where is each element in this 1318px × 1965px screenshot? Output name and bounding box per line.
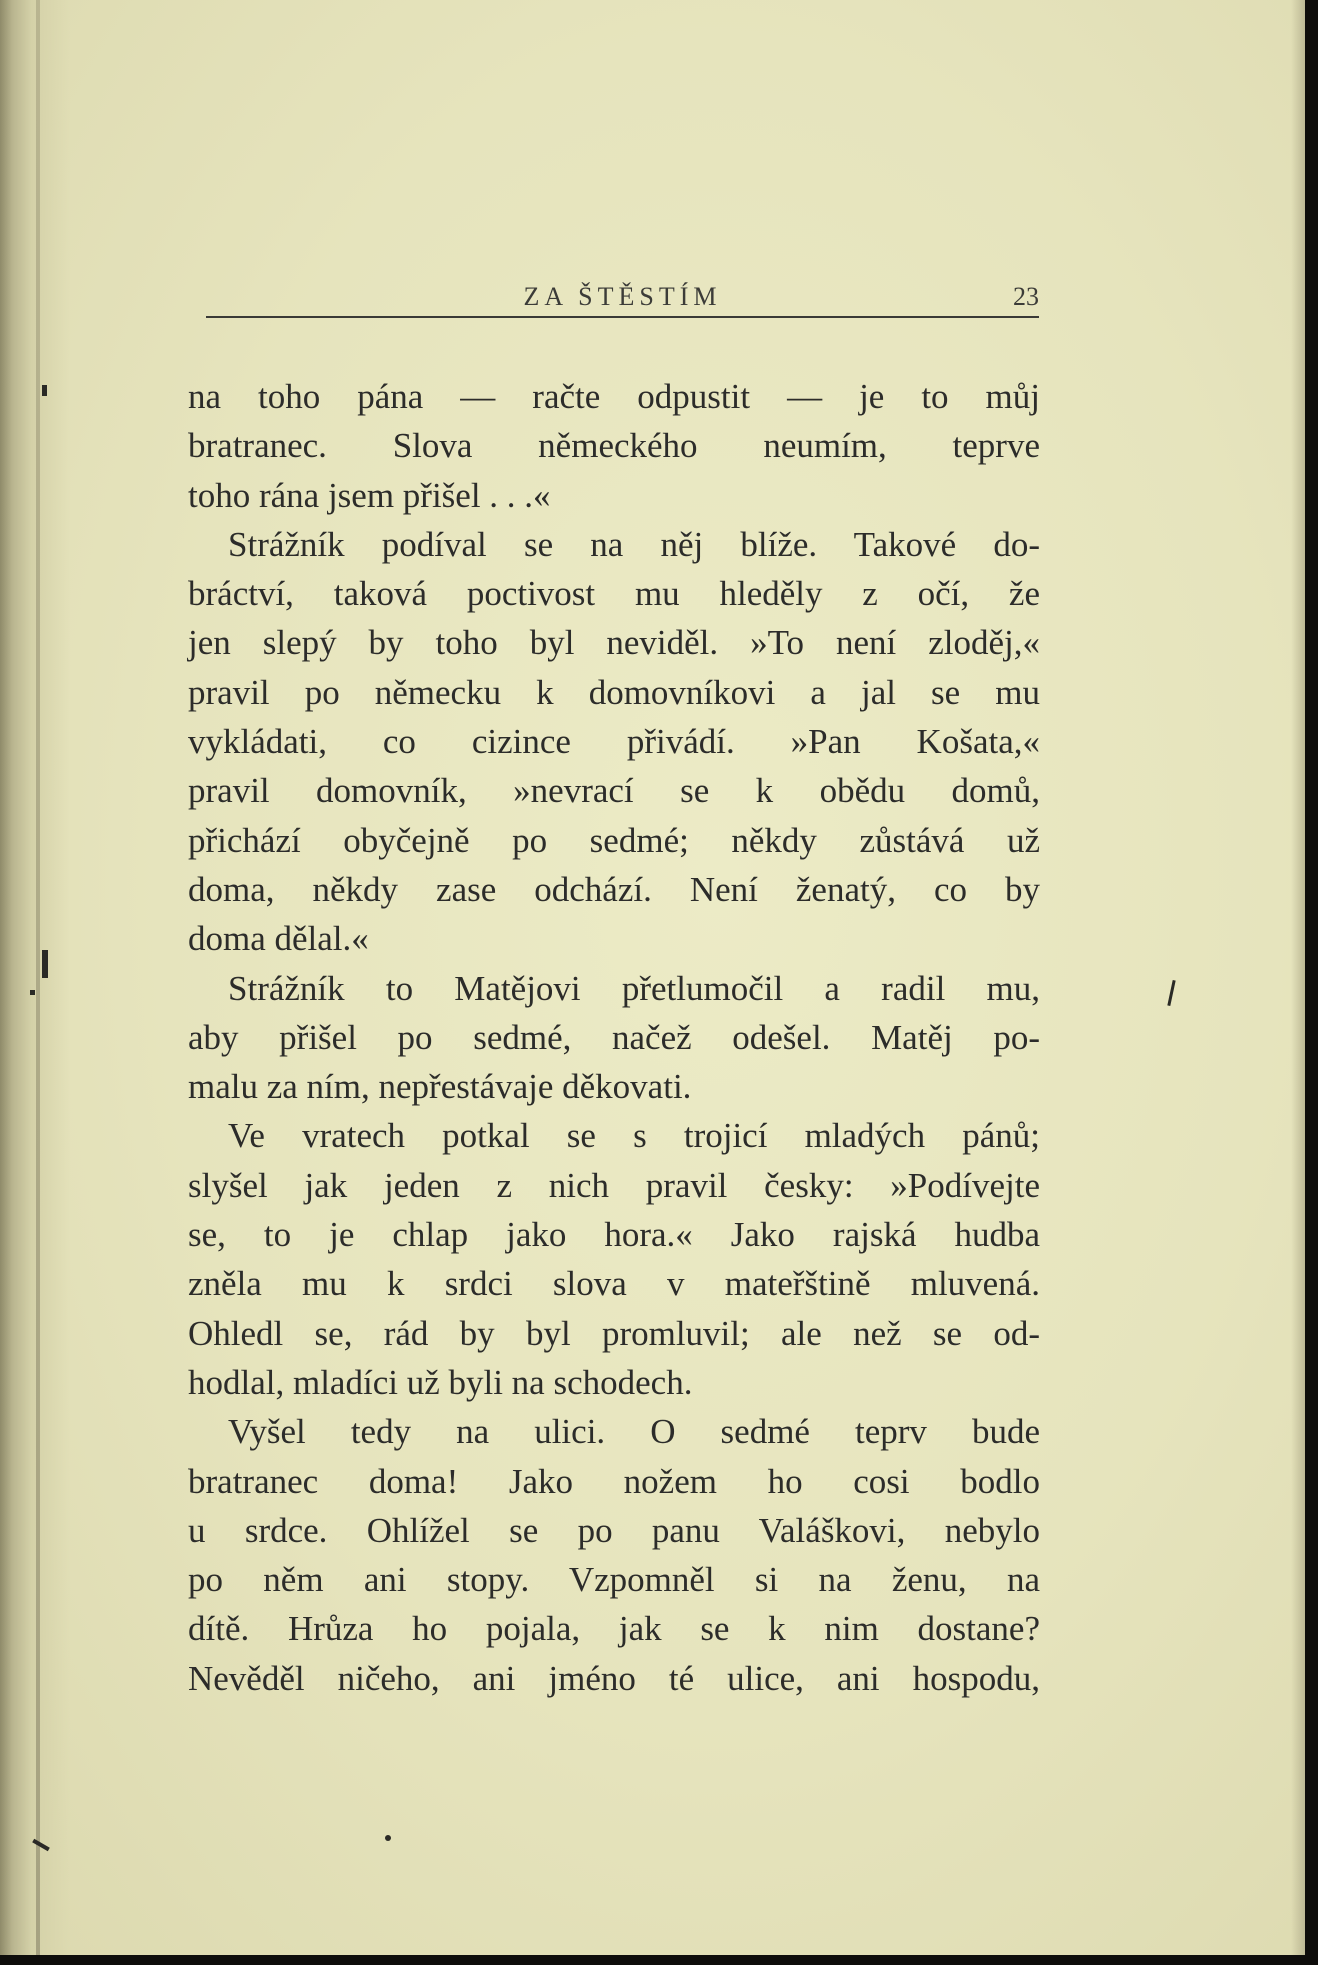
- text-line: malu za ním, nepřestávaje děkovati.: [188, 1067, 692, 1107]
- text-line: doma dělal.«: [188, 919, 369, 959]
- margin-speck: [30, 990, 35, 995]
- text-line: Nevěděl ničeho, ani jméno té ulice, ani hospodu,: [188, 1658, 1040, 1698]
- text-line: hodlal, mladíci už byli na schodech.: [188, 1362, 693, 1402]
- text-line: Ohledl se, rád by byl promluvil; ale než se od-: [188, 1313, 1040, 1353]
- body-text: [188, 372, 1040, 1703]
- text-line: přichází obyčejně po sedmé; někdy zůstává už: [188, 820, 1040, 860]
- text-line: pravil po německu k domovníkovi a jal se mu: [188, 672, 1040, 712]
- text-line: Vyšel tedy na ulici. O sedmé teprv bude: [228, 1412, 1040, 1452]
- text-line: bráctví, taková poctivost mu hleděly z očí, že: [188, 574, 1040, 614]
- page-gutter-shadow: [0, 0, 70, 1955]
- running-header: [206, 282, 1039, 318]
- text-line: jen slepý by toho byl neviděl. »To není zloděj,«: [188, 623, 1040, 663]
- text-line: u srdce. Ohlížel se po panu Valáškovi, nebylo: [188, 1510, 1040, 1550]
- text-line: toho rána jsem přišel . . .«: [188, 475, 551, 515]
- text-line: doma, někdy zase odchází. Není ženatý, co by: [188, 869, 1040, 909]
- text-line: aby přišel po sedmé, načež odešel. Matěj po-: [188, 1017, 1040, 1057]
- text-line: na toho pána — račte odpustit — je to můj: [188, 377, 1040, 416]
- text-line: slyšel jak jeden z nich pravil česky: »Podívejte: [188, 1165, 1040, 1205]
- binding-crease: [36, 0, 40, 1955]
- margin-speck: [42, 385, 47, 396]
- text-line: pravil domovník, »nevrací se k obědu domů,: [188, 771, 1040, 811]
- text-line: po něm ani stopy. Vzpomněl si na ženu, na: [188, 1560, 1040, 1600]
- text-line: dítě. Hrůza ho pojala, jak se k nim dostane?: [188, 1609, 1040, 1649]
- margin-speck: [1167, 980, 1175, 1006]
- text-line: bratranec doma! Jako nožem ho cosi bodlo: [188, 1461, 1040, 1501]
- text-line: se, to je chlap jako hora.« Jako rajská hudba: [188, 1215, 1040, 1255]
- text-line: Strážník podíval se na něj blíže. Takové do-: [228, 524, 1040, 564]
- text-line: zněla mu k srdci slova v mateřštině mluvená.: [188, 1264, 1040, 1304]
- margin-speck: [385, 1835, 391, 1841]
- text-line: vykládati, co cizince přivádí. »Pan Košata,«: [188, 722, 1040, 762]
- page-edge-shadow: [1291, 0, 1305, 1955]
- running-title: ZA ŠTĚSTÍM: [523, 282, 722, 311]
- text-line: bratranec. Slova německého neumím, teprve: [188, 426, 1040, 466]
- page-number: 23: [1013, 282, 1039, 311]
- text-line: Ve vratech potkal se s trojicí mladých pánů;: [228, 1116, 1040, 1156]
- text-line: Strážník to Matějovi přetlumočil a radil mu,: [228, 968, 1040, 1008]
- margin-speck: [42, 950, 48, 978]
